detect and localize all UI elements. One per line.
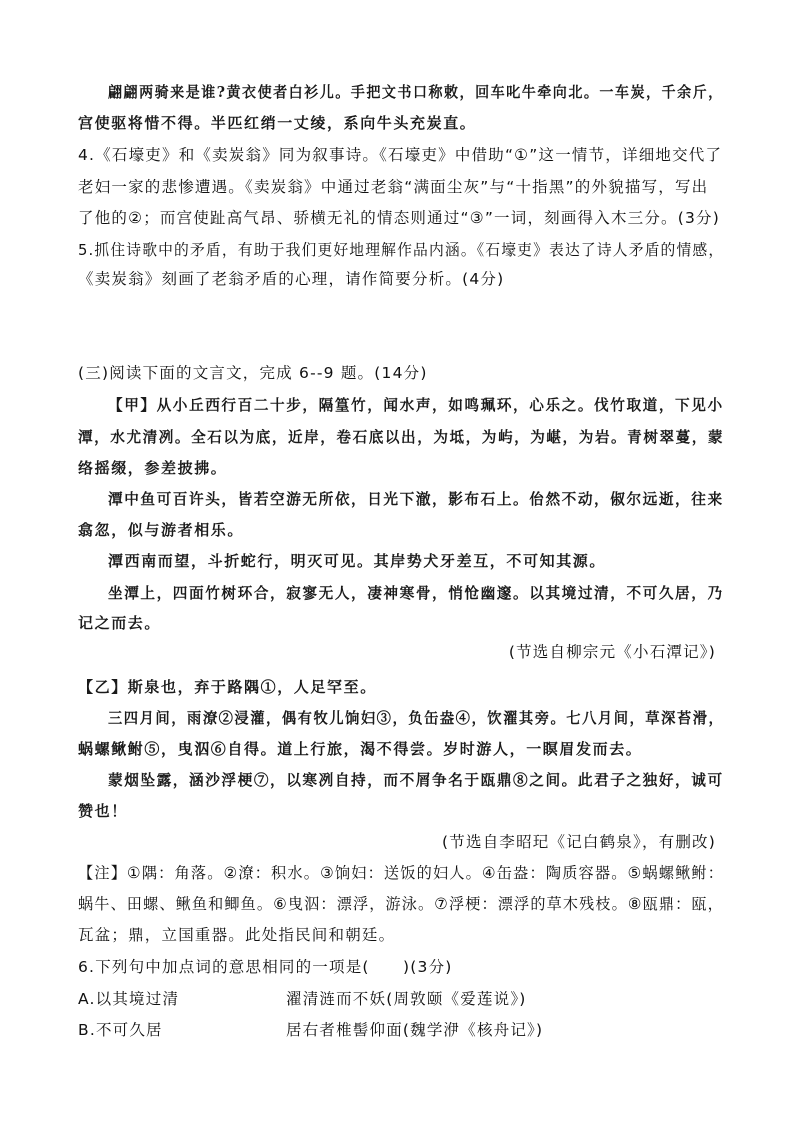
passage-yi-line: 赞也！ xyxy=(78,802,128,820)
passage-jia-line: 翕忽，似与游者相乐。 xyxy=(78,521,245,539)
notes-line: 蜗牛、田螺、鳅鱼和鲫鱼。⑥曳泅：漂浮，游泳。⑦浮梗：漂浮的草木残枝。⑧瓯鼎：瓯， xyxy=(78,895,724,913)
passage-yi-line: 蜗螺鳅鲋⑤，曳泅⑥自得。道上行旅，渴不得尝。岁时游人，一瞑眉发而去。 xyxy=(78,740,643,758)
passage-yi-line: 三四月间，雨潦②浸灌，偶有牧儿饷妇③，负缶盎④，饮濯其旁。七八月间，草深苔滑， xyxy=(108,709,725,727)
option-b-label: B.不可久居 xyxy=(78,1021,163,1039)
question-4-line: 4.《石壕吏》和《卖炭翁》同为叙事诗。《石壕吏》中借助“①”这一情节，详细地交代了 xyxy=(78,146,723,164)
passage-yi-line: 【乙】斯泉也，弃于路隅①，人足罕至。 xyxy=(78,678,377,696)
question-5-line: 5.抓住诗歌中的矛盾，有助于我们更好地理解作品内涵。《石壕吏》表达了诗人矛盾的情感， xyxy=(78,241,725,259)
section-3-title: (三)阅读下面的文言文，完成 6--9 题。(14分) xyxy=(78,364,428,382)
question-4-line: 老妇一家的悲惨遭遇。《卖炭翁》中通过老翁“满面尘灰”与“十指黑”的外貌描写，写出 xyxy=(78,178,709,196)
poem-line: 翩翩两骑来是谁?黄衣使者白衫儿。手把文书口称敕，回车叱牛牵向北。一车炭，千余斤， xyxy=(108,83,724,101)
passage-jia-line: 潭，水尤清冽。全石以为底，近岸，卷石底以出，为坻，为屿，为嵁，为岩。青树翠蔓，蒙 xyxy=(78,428,725,446)
notes-line: 瓦盆；鼎，立国重器。此处指民间和朝廷。 xyxy=(78,926,396,944)
option-b-reference: 居右者椎髻仰面(魏学洢《核舟记》) xyxy=(286,1021,544,1039)
notes-line: 【注】①隅：角落。②潦：积水。③饷妇：送饭的妇人。④缶盎：陶质容器。⑤蜗螺鳅鲋： xyxy=(78,864,725,882)
passage-yi-line: 蒙烟坠露，涵沙浮梗⑦，以寒冽自持，而不屑争名于瓯鼎⑧之间。此君子之独好，诚可 xyxy=(108,771,724,789)
question-5-line: 《卖炭翁》刻画了老翁矛盾的心理，请作简要分析。(4分) xyxy=(78,270,505,288)
option-a-label: A.以其境过清 xyxy=(78,990,180,1008)
passage-jia-source: (节选自柳宗元《小石潭记》) xyxy=(508,643,716,661)
passage-jia-line: 络摇缀，参差披拂。 xyxy=(78,459,228,477)
passage-jia-line: 潭西南而望，斗折蛇行，明灭可见。其岸势犬牙差互，不可知其源。 xyxy=(108,552,607,570)
passage-jia-line: 记之而去。 xyxy=(78,614,162,632)
question-6-stem: 6.下列句中加点词的意思相同的一项是( )(3分) xyxy=(78,958,453,976)
poem-line: 宫使驱将惜不得。半匹红绡一丈绫，系向牛头充炭直。 xyxy=(78,114,477,132)
passage-yi-source: (节选自李昭玘《记白鹤泉》，有删改) xyxy=(442,833,716,851)
passage-jia-line: 【甲】从小丘西行百二十步，隔篁竹，闻水声，如鸣珮环，心乐之。伐竹取道，下见小 xyxy=(108,396,724,414)
option-a-reference: 濯清涟而不妖(周敦颐《爱莲说》) xyxy=(286,990,527,1008)
question-4-line: 了他的②；而宫使趾高气昂、骄横无礼的情态则通过“③”一词，刻画得入木三分。(3分) xyxy=(78,209,721,227)
passage-jia-line: 潭中鱼可百许头，皆若空游无所依，日光下澈，影布石上。佁然不动，俶尔远逝，往来 xyxy=(108,490,724,508)
passage-jia-line: 坐潭上，四面竹树环合，寂寥无人，凄神寒骨，悄怆幽邃。以其境过清，不可久居，乃 xyxy=(108,584,724,602)
